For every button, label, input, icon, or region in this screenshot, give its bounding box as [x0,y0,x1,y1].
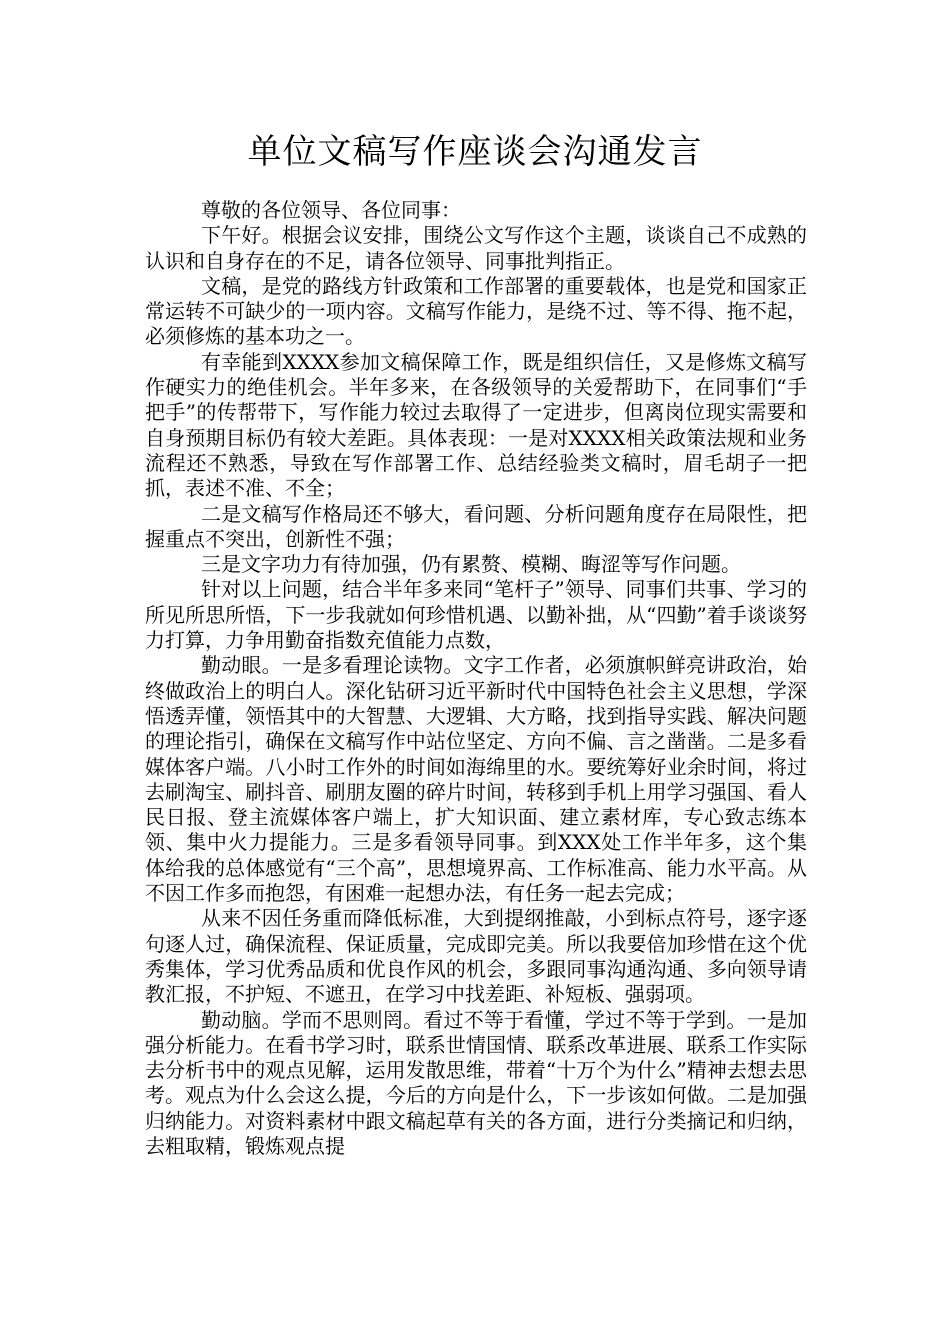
paragraph: 下午好。根据会议安排，围绕公文写作这个主题，谈谈自己不成熟的认识和自身存在的不足，请各位领导、同事批判指正。 [145,223,807,273]
paragraph: 有幸能到XXXX参加文稿保障工作，既是组织信任，又是修炼文稿写作硬实力的绝佳机会。半年多来，在各级领导的关爱帮助下，在同事们“手把手”的传帮带下，写作能力较过去取得了一定进步，但离岗位现实需要和自身预期目标仍有较大差距。具体表现：一是对XXXX相关政策法规和业务流程还不熟悉，导致在写作部署工作、总结经验类文稿时，眉毛胡子一把抓，表述不准、不全； [145,349,807,501]
paragraph: 文稿，是党的路线方针政策和工作部署的重要载体，也是党和国家正常运转不可缺少的一项内容。文稿写作能力，是绕不过、等不得、拖不起，必须修炼的基本功之一。 [145,273,807,349]
paragraph: 三是文字功力有待加强，仍有累赘、模糊、晦涩等写作问题。 [201,552,741,577]
paragraph-salutation: 尊敬的各位领导、各位同事： [201,198,461,222]
document-title: 单位文稿写作座谈会沟通发言 [247,132,703,172]
document-body [145,198,807,1159]
paragraph: 从来不因任务重而降低标准，大到提纲推敲，小到标点符号，逐字逐句逐人过，确保流程、保证质量，完成即完美。所以我要倍加珍惜在这个优秀集体，学习优秀品质和优良作风的机会，多跟同事沟通沟通、多向领导请教汇报，不护短、不遮丑，在学习中找差距、补短板、强弱项。 [145,906,807,1007]
paragraph: 针对以上问题，结合半年多来同“笔杆子”领导、同事们共事、学习的所见所思所悟，下一步我就如何珍惜机遇、以勤补拙，从“四勤”着手谈谈努力打算，力争用勤奋指数充值能力点数， [145,577,807,653]
paragraph: 勤动脑。学而不思则罔。看过不等于看懂，学过不等于学到。一是加强分析能力。在看书学习时，联系世情国情、联系改革进展、联系工作实际去分析书中的观点见解，运用发散思维，带着“十万个为什么”精神去想去思考。观点为什么会这么提，今后的方向是什么，下一步该如何做。二是加强归纳能力。对资料素材中跟文稿起草有关的各方面，进行分类摘记和归纳，去粗取精，锻炼观点提 [145,1007,807,1158]
paragraph: 勤动眼。一是多看理论读物。文字工作者，必须旗帜鲜亮讲政治，始终做政治上的明白人。深化钻研习近平新时代中国特色社会主义思想，学深悟透弄懂，领悟其中的大智慧、大逻辑、大方略，找到指导实践、解决问题的理论指引，确保在文稿写作中站位坚定、方向不偏、言之凿凿。二是多看媒体客户端。八小时工作外的时间如海绵里的水。要统筹好业余时间，将过去刷淘宝、刷抖音、刷朋友圈的碎片时间，转移到手机上用学习强国、看人民日报、登主流媒体客户端上，扩大知识面、建立素材库，专心致志练本领、集中火力提能力。三是多看领导同事。到XXX处工作半年多，这个集体给我的总体感觉有“三个高”，思想境界高、工作标准高、能力水平高。从不因工作多而抱怨，有困难一起想办法，有任务一起去完成； [145,653,807,906]
paragraph: 二是文稿写作格局还不够大，看问题、分析问题角度存在局限性，把握重点不突出，创新性不强； [145,501,807,551]
